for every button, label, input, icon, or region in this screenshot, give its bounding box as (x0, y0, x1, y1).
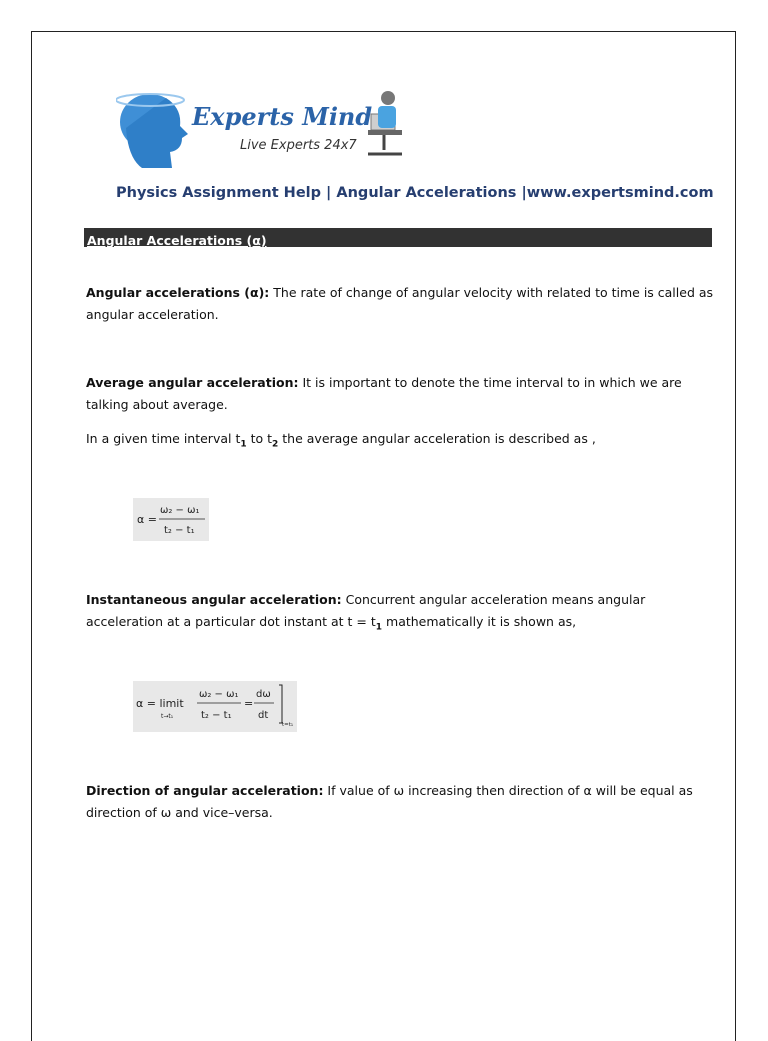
page-headline: Physics Assignment Help | Angular Accelerations |www.expertsmind.com (116, 185, 714, 201)
eq-eval-subscript: t=t₁ (282, 722, 294, 728)
person-at-computer-icon (368, 91, 402, 154)
term: Direction of angular acceleration: (86, 783, 324, 798)
definition: Concurrent angular acceleration means angular acceleration at a particular dot instant at t = t (86, 592, 646, 629)
subscript: 2 (272, 439, 279, 450)
instantaneous-acceleration-equation (133, 681, 297, 732)
term: Instantaneous angular acceleration: (86, 592, 342, 607)
eq-limit-subscript: t→t₁ (161, 713, 174, 720)
subscript: 1 (240, 439, 247, 450)
section-bar-title: Angular Accelerations (α) (87, 233, 267, 248)
paragraph-average-angular-acceleration (86, 372, 716, 416)
paragraph-time-interval (86, 428, 716, 456)
text: to t (246, 431, 273, 446)
text: In a given time interval t (86, 431, 241, 446)
term: Angular accelerations (α): (86, 285, 270, 300)
paragraph-instantaneous-angular-acceleration (86, 589, 716, 639)
eq-denominator: t₂ − t₁ (164, 525, 195, 536)
eq-numerator: ω₂ − ω₁ (160, 505, 200, 516)
term: Average angular acceleration: (86, 375, 299, 390)
definition: It is important to denote the time interval to in which we are talking about average. (86, 375, 682, 412)
eq-denominator-2: dt (258, 710, 269, 721)
eq-lhs: α = (137, 513, 157, 526)
definition: If value of ω increasing then direction of α will be equal as direction of ω and vice–versa. (86, 783, 693, 820)
subscript: 1 (375, 622, 383, 633)
eq-denominator: t₂ − t₁ (201, 710, 232, 721)
eq-numerator-2: dω (256, 689, 271, 700)
logo-subtitle: Live Experts 24x7 (240, 138, 357, 153)
paragraph-direction-of-angular-acceleration (86, 780, 716, 824)
eq-equals: = (244, 697, 254, 710)
logo-title: Experts Mind (192, 102, 373, 131)
paragraph-angular-accelerations (86, 282, 716, 326)
definition-end: mathematically it is shown as, (382, 614, 577, 629)
text: the average angular acceleration is described as , (278, 431, 596, 446)
eq-lhs: α = limit (136, 697, 184, 710)
definition: The rate of change of angular velocity with related to time is called as angular acceleration. (86, 285, 714, 322)
average-acceleration-equation (133, 498, 209, 541)
head-silhouette-icon (116, 94, 188, 168)
eq-numerator: ω₂ − ω₁ (199, 689, 239, 700)
